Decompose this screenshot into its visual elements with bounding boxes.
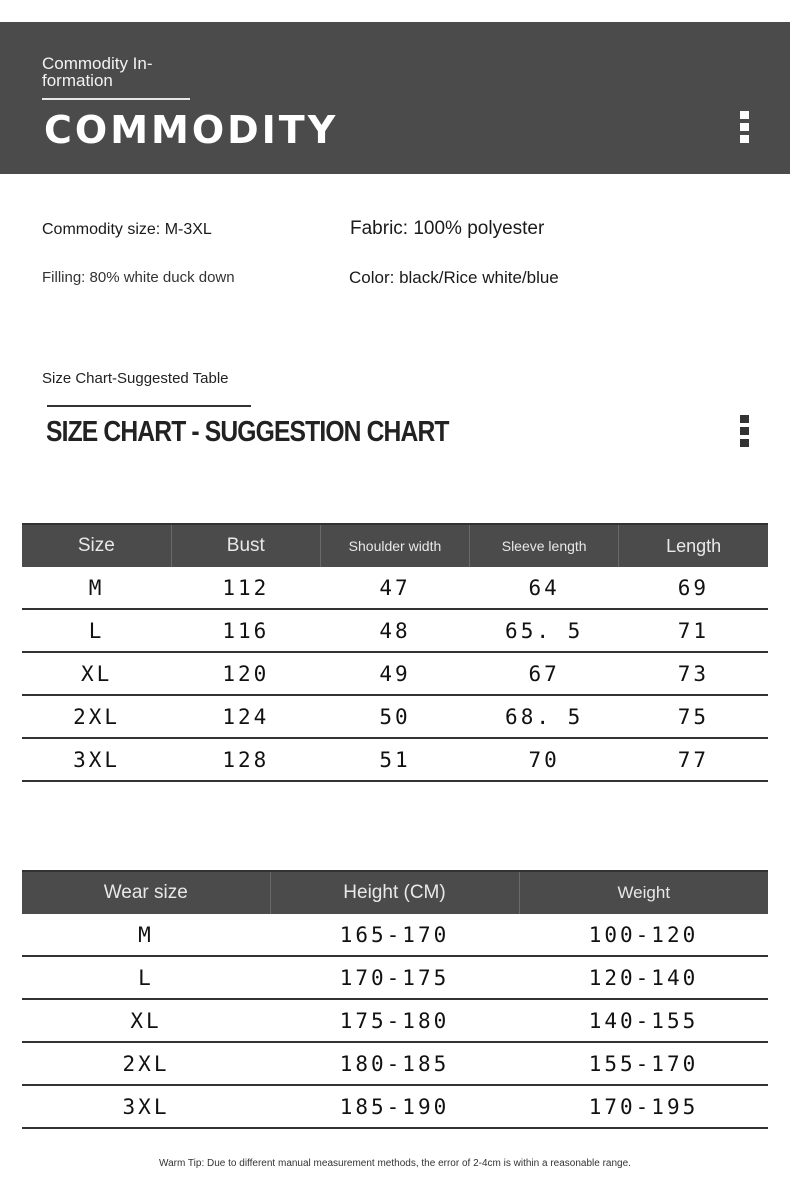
cell-length: 77: [619, 738, 768, 781]
cell-shoulder: 47: [320, 567, 469, 609]
cell-shoulder: 49: [320, 652, 469, 695]
cell-bust: 116: [171, 609, 320, 652]
table-row: [22, 567, 768, 609]
banner-subtitle: Commodity In- formation: [42, 54, 153, 90]
header-height: Height (CM): [270, 871, 519, 914]
table-row: [22, 1042, 768, 1085]
cell-length: 75: [619, 695, 768, 738]
cell-sleeve: 65. 5: [470, 609, 619, 652]
commodity-banner: [0, 22, 790, 174]
cell-bust: 124: [171, 695, 320, 738]
filling-text: Filling: 80% white duck down: [42, 269, 235, 286]
commodity-size-text: Commodity size: M-3XL: [42, 221, 212, 238]
cell-height: 185-190: [270, 1085, 519, 1128]
cell-length: 69: [619, 567, 768, 609]
banner-title: COMMODITY: [44, 108, 339, 152]
cell-bust: 120: [171, 652, 320, 695]
cell-bust: 128: [171, 738, 320, 781]
header-sleeve-length: Sleeve length: [470, 524, 619, 567]
table-row: [22, 1085, 768, 1128]
cell-length: 71: [619, 609, 768, 652]
cell-size: L: [22, 609, 171, 652]
cell-wear-size: XL: [22, 999, 270, 1042]
cell-height: 170-175: [270, 956, 519, 999]
table-row: [22, 609, 768, 652]
cell-size: M: [22, 567, 171, 609]
cell-sleeve: 68. 5: [470, 695, 619, 738]
table-row: [22, 695, 768, 738]
table-row: [22, 914, 768, 956]
banner-divider: [42, 98, 190, 100]
header-shoulder-width: Shoulder width: [320, 524, 469, 567]
cell-size: 2XL: [22, 695, 171, 738]
cell-length: 73: [619, 652, 768, 695]
cell-bust: 112: [171, 567, 320, 609]
vertical-dots-icon: [740, 415, 749, 451]
cell-wear-size: L: [22, 956, 270, 999]
cell-weight: 170-195: [519, 1085, 768, 1128]
table-row: [22, 956, 768, 999]
table-row: [22, 999, 768, 1042]
cell-height: 165-170: [270, 914, 519, 956]
cell-wear-size: 2XL: [22, 1042, 270, 1085]
cell-shoulder: 48: [320, 609, 469, 652]
size-chart-subtitle: Size Chart-Suggested Table: [42, 370, 229, 387]
size-table-header: [22, 524, 768, 567]
size-chart-divider: [47, 405, 251, 407]
cell-size: XL: [22, 652, 171, 695]
table-row: [22, 652, 768, 695]
warm-tip: Warm Tip: Due to different manual measurement methods, the error of 2-4cm is within a reasonable range.: [159, 1158, 631, 1169]
header-bust: Bust: [171, 524, 320, 567]
cell-weight: 120-140: [519, 956, 768, 999]
cell-wear-size: 3XL: [22, 1085, 270, 1128]
header-weight: Weight: [519, 871, 768, 914]
wear-table-header: [22, 871, 768, 914]
cell-weight: 100-120: [519, 914, 768, 956]
header-size: Size: [22, 524, 171, 567]
wear-size-table: [22, 870, 768, 1129]
fabric-text: Fabric: 100% polyester: [350, 218, 545, 239]
cell-wear-size: M: [22, 914, 270, 956]
cell-shoulder: 51: [320, 738, 469, 781]
cell-sleeve: 70: [470, 738, 619, 781]
size-chart-title: SIZE CHART - SUGGESTION CHART: [46, 416, 449, 448]
cell-sleeve: 64: [470, 567, 619, 609]
color-text: Color: black/Rice white/blue: [349, 268, 559, 287]
cell-weight: 155-170: [519, 1042, 768, 1085]
cell-height: 180-185: [270, 1042, 519, 1085]
cell-size: 3XL: [22, 738, 171, 781]
header-wear-size: Wear size: [22, 871, 270, 914]
header-length: Length: [619, 524, 768, 567]
cell-height: 175-180: [270, 999, 519, 1042]
cell-weight: 140-155: [519, 999, 768, 1042]
vertical-dots-icon: [740, 111, 749, 147]
cell-sleeve: 67: [470, 652, 619, 695]
table-row: [22, 738, 768, 781]
cell-shoulder: 50: [320, 695, 469, 738]
size-table: [22, 523, 768, 782]
